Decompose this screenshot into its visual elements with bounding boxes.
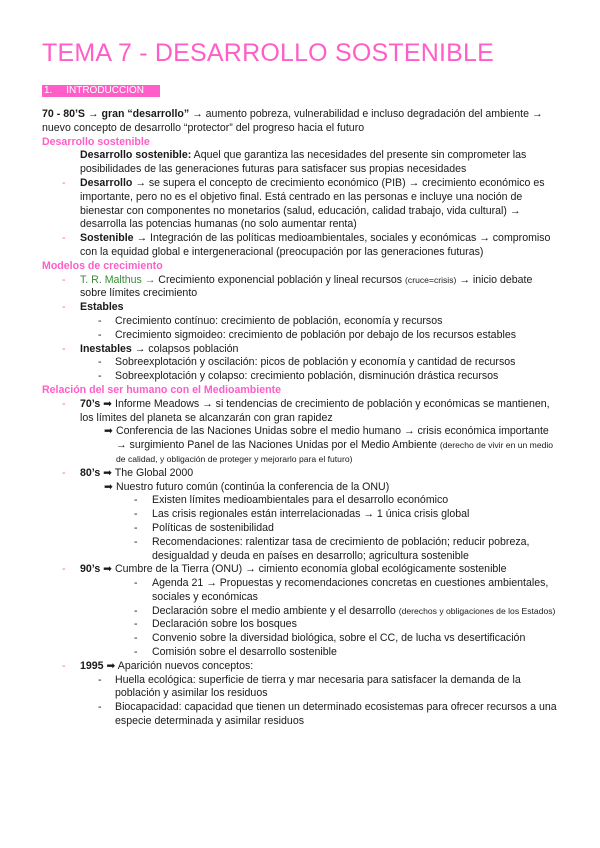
- bullet-dash: -: [134, 521, 138, 534]
- list-item: - Convenio sobre la diversidad biológica, sobre el CC, de lucha vs desertificación: [134, 632, 526, 645]
- definition-bold: Desarrollo sostenible:: [80, 149, 192, 162]
- malthus-name: T. R. Malthus →: [80, 273, 156, 286]
- list-item: - Declaración sobre el medio ambiente y el desarrollo (derechos y obligaciones de los Estados): [134, 604, 556, 617]
- document-body: [42, 108, 557, 729]
- definition-paragraph: [42, 149, 557, 177]
- list-item: - Las crisis regionales están interrelacionadas → 1 única crisis global: [134, 508, 470, 521]
- list-item: - Crecimiento sigmoideo: crecimiento de población por debajo de los recursos estables: [98, 328, 517, 341]
- bullet-dash: -: [62, 176, 66, 189]
- bullet-dash: -: [134, 646, 138, 659]
- bullet-dash: -: [134, 535, 138, 548]
- list-item: - 80’s ➡ The Global 2000: [62, 466, 194, 479]
- bullet-dash: -: [134, 494, 138, 507]
- list-item: ➡ Conferencia de las Naciones Unidas sobre el medio humano → crisis económica importante → surgimiento Panel de las Naciones Unidas por el Medio Ambiente (derecho de vivir en un medio de calidad, y obligación de proteger y mejorarlo para el futuro): [104, 425, 554, 464]
- intro-paragraph: [42, 108, 557, 136]
- heading-desarrollo-sostenible: Desarrollo sostenible: [42, 135, 150, 148]
- bullet-dash: -: [62, 563, 66, 576]
- list-item: ➡ Nuestro futuro común (continúa la conferencia de la ONU): [104, 480, 390, 493]
- definition-text: Aquel que garantiza las necesidades del presente sin comprometer las posibilidades de las generaciones futuras para satisfacer sus propias necesidades: [80, 149, 527, 176]
- bullet-dash: -: [62, 397, 66, 410]
- list-item: - Biocapacidad: capacidad que tienen un determinado ecosistemas para ofrecer recursos a una especie determinada y asimilar residuos: [98, 701, 557, 728]
- list-item: - Huella ecológica: superficie de tierra y mar necesaria para satisfacer la demanda de la población y asimilar los residuos: [98, 673, 521, 700]
- page-title: TEMA 7 - DESARROLLO SOSTENIBLE: [42, 39, 494, 67]
- list-item: - Crecimiento contínuo: crecimiento de población, economía y recursos: [98, 314, 443, 327]
- list-item: - Agenda 21 → Propuestas y recomendaciones concretas en cuestiones ambientales, sociales y económicas: [134, 577, 549, 603]
- bullet-dash: -: [98, 356, 102, 369]
- list-item: - T. R. Malthus → Crecimiento exponencial población y lineal recursos (cruce=crisis) → inicio debate sobre límites crecimiento: [62, 273, 533, 300]
- bullet-dash: -: [134, 604, 138, 617]
- bullet-dash: -: [62, 466, 66, 479]
- bullet-dash: -: [134, 632, 138, 645]
- list-item: - Recomendaciones: ralentizar tasa de crecimiento de población; reducir pobreza, desigualdad y deuda en países en desarrollo; agricultura sostenible: [134, 535, 530, 562]
- list-item: - Declaración sobre los bosques: [134, 618, 297, 631]
- bullet-dash: -: [134, 618, 138, 631]
- bullet-dash: -: [98, 701, 102, 714]
- list-item: - 90’s ➡ Cumbre de la Tierra (ONU) → cimiento economía global ecológicamente sostenible: [62, 563, 507, 576]
- bullet-dash: -: [98, 673, 102, 686]
- bullet-dash: -: [98, 370, 102, 383]
- list-item: - Sobreexplotación y oscilación: picos de población y economía y cantidad de recursos: [98, 356, 516, 369]
- heading-modelos-crecimiento: Modelos de crecimiento: [42, 259, 163, 272]
- list-item: - Estables: [62, 301, 124, 314]
- list-item: - 70’s ➡ Informe Meadows → si tendencias de crecimiento de población y económicas se mantienen, los límites del planeta se alcanzarán con gran rapidez: [62, 397, 550, 424]
- list-item: - Desarrollo → se supera el concepto de crecimiento económico (PIB) → crecimiento económico es importante, pero no es el objetivo final. Está centrado en las personas e incluye una noción de bienestar con componentes no monetarios (salud, educación, calidad trabajo, vida cultural) → desarrolla las potencias humanas (no solo aumentar renta): [62, 176, 545, 231]
- list-item: - Existen límites medioambientales para el desarrollo económico: [134, 494, 449, 507]
- intro-bold: 70 - 80’S → gran “desarrollo”: [42, 108, 190, 120]
- arrow-icon: ➡: [104, 480, 113, 493]
- list-item: - Sobreexplotación y colapso: crecimiento población, disminución drástica recursos: [98, 370, 499, 383]
- list-item: - Inestables → colapsos población: [62, 342, 239, 355]
- bullet-dash: -: [98, 328, 102, 341]
- bullet-dash: -: [134, 577, 138, 590]
- bullet-dash: -: [62, 273, 66, 286]
- list-item: - Sostenible → Integración de las políticas medioambientales, sociales y económicas → compromiso con la equidad global e intergeneracional (preocupación por las generaciones futuras): [62, 232, 551, 258]
- intro-text: → aumento pobreza, vulnerabilidad e incluso degradación del ambiente → nuevo concepto de desarrollo “protector” del progreso hacia el futuro: [42, 108, 543, 134]
- heading-relacion-medioambiente: Relación del ser humano con el Medioambiente: [42, 383, 282, 396]
- list-item: - Comisión sobre el desarrollo sostenible: [134, 646, 337, 659]
- list-item: - Políticas de sostenibilidad: [134, 521, 274, 534]
- bullet-dash: -: [62, 232, 66, 245]
- arrow-icon: ➡: [104, 425, 113, 438]
- bullet-dash: -: [62, 342, 66, 355]
- bullet-dash: -: [98, 314, 102, 327]
- bullet-dash: -: [62, 301, 66, 314]
- section-heading-introduccion: 1. INTRODUCCIÓN: [42, 85, 160, 97]
- bullet-dash: -: [62, 659, 66, 672]
- list-item: - 1995 ➡ Aparición nuevos conceptos:: [62, 659, 254, 672]
- bullet-dash: -: [134, 508, 138, 521]
